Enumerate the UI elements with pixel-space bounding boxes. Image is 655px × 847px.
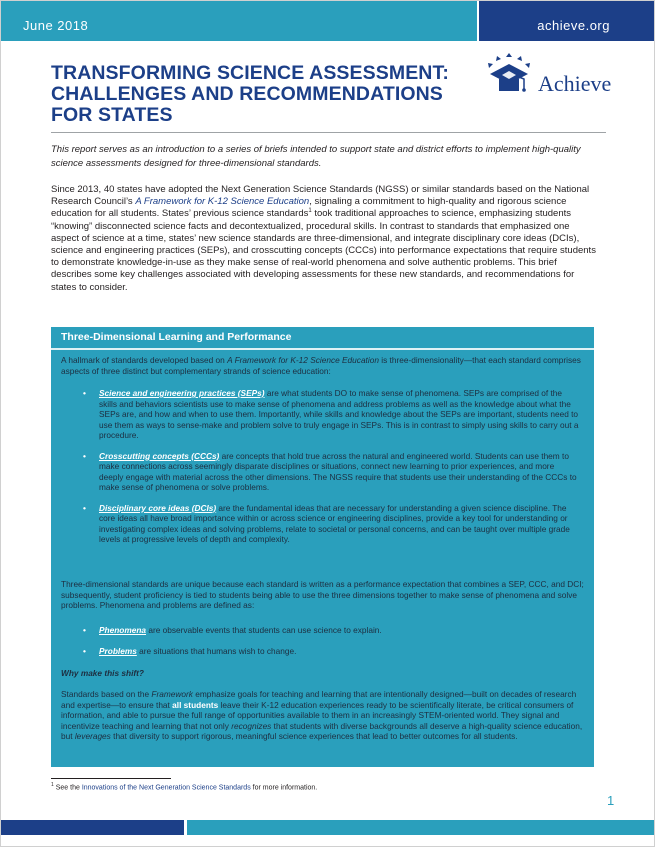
term-ccc: Crosscutting concepts (CCCs) bbox=[99, 450, 220, 461]
bullet-icon: • bbox=[83, 645, 86, 656]
box-p3-text-a: Standards based on the bbox=[61, 689, 152, 699]
box-heading-divider bbox=[51, 348, 594, 350]
box-p3-leverages: leverages bbox=[74, 731, 111, 741]
phenomena-list bbox=[81, 625, 579, 656]
intro-summary: This report serves as an introduction to a series of briefs intended to support state and district efforts to implement high-quality science assessments designed for three-dimensional standards. bbox=[51, 144, 581, 169]
term-sep: Science and engineering practices (SEPs) bbox=[99, 388, 265, 398]
box-p3-text-e: that diversity to support rigorous, meaningful science experiences that lead to better outcomes for all students. bbox=[110, 731, 518, 741]
list-item-sep bbox=[83, 388, 579, 441]
bullet-icon: • bbox=[83, 450, 86, 461]
page-number: 1 bbox=[607, 793, 615, 808]
header-date: June 2018 bbox=[23, 18, 89, 33]
bullet-icon: • bbox=[83, 625, 86, 635]
box-p3-recognizes: recognizes bbox=[231, 720, 272, 731]
box-p3-text-c: leave their K-12 education experiences ready to be scientifically literate, be critical consumers of information, and able to pursue the full range of opportunities available to them in an increasingly STEM-oriented world. They signal and incentivize teaching and learning that not only bbox=[61, 699, 574, 731]
footnote-divider bbox=[51, 778, 171, 779]
dci-definition: are the fundamental ideas that are necessary for understanding a given science discipline. The core ideas all have broad importance within or across science or engineering disciplines, provide a key tool for understanding or investigating complex ideas and solving problems, relate to societal or personal concerns, and can be taught over multiple grade levels at progressive levels of depth and complexity. bbox=[99, 502, 570, 544]
footer-bar-teal bbox=[187, 820, 654, 835]
footer-bar-navy bbox=[1, 820, 184, 835]
footnote-ref[interactable]: 1 bbox=[308, 208, 312, 215]
box-heading: Three-Dimensional Learning and Performance bbox=[61, 331, 292, 343]
sep-definition: are what students DO to make sense of phenomena. SEPs are comprised of the skills and behaviors scientists use to make sense of phenomena and address problems as well as the knowledge about what the SEPs are, and how and when to use them. Importantly, while skills and knowledge about the SEPs are important, students need to use them as ways to sense-make and problem solve to truly engage in SEPs. This is in contrast to simply using skills to carry out a procedure. bbox=[99, 388, 579, 440]
box-paragraph-2: Three-dimensional standards are unique because each standard is written as a performance expectation that combines a SEP, CCC, and DCI; subsequently, student proficiency is tied to students being able to use the three dimensions together to make sense of phenomena and solve problems. Phenomena and problems are defined as: bbox=[61, 579, 584, 610]
footnote-text-a: See the bbox=[53, 784, 82, 792]
phenomena-definition: are observable events that students can use science to explain. bbox=[146, 625, 382, 635]
footnote-link[interactable]: Innovations of the Next Generation Science Standards bbox=[81, 784, 251, 792]
box-framework-title: A Framework for K-12 Science Education bbox=[227, 355, 379, 365]
achieve-logo-wordmark: Achieve bbox=[538, 71, 612, 96]
bullet-icon: • bbox=[83, 388, 86, 398]
header-site-link[interactable]: achieve.org bbox=[537, 18, 610, 33]
para1-text-b: , signaling a commitment to high-quality and rigorous science education for all students. States’ previous science standards bbox=[51, 196, 567, 220]
list-item-phenomena bbox=[83, 625, 579, 636]
para1-text-c: took traditional approaches to science, emphasizing students “knowing” disconnected science facts and decontextualized, procedural skills. In contrast to standards that emphasized one aspect of science at a time, states’ new science standards are three-dimensional, and integrate disciplinary core ideas (DCIs), science and engineering practices (SEPs), and crosscutting concepts (CCCs) into performance expectations that require students to demonstrate knowledge-in-use as they make sense of real-world phenomena and solve authentic problems. This brief describes some key challenges associated with developing assessments for these new standards, and recommendations for states to consider. bbox=[51, 208, 596, 293]
problems-definition: are situations that humans wish to change. bbox=[136, 645, 297, 656]
box-p3-text-b: emphasize goals for teaching and learning that are intentionally designed—built on decades of research and expertise—to ensure that bbox=[61, 689, 577, 710]
term-problems: Problems bbox=[99, 645, 137, 656]
box-paragraph-1 bbox=[61, 355, 586, 376]
footnote-marker: 1 bbox=[51, 782, 54, 788]
para1-text-a: Since 2013, 40 states have adopted the Next Generation Science Standards (NGSS) or similar standards based on the National Research Council’s bbox=[51, 184, 590, 208]
body-paragraph-1 bbox=[51, 184, 599, 294]
document-title: TRANSFORMING SCIENCE ASSESSMENT: CHALLENGES AND RECOMMENDATIONS FOR STATES bbox=[51, 62, 449, 126]
term-phenomena: Phenomena bbox=[99, 625, 147, 635]
bullet-icon: • bbox=[83, 502, 86, 513]
title-divider bbox=[51, 132, 606, 133]
box-p1-text-b: is three-dimensionality—that each standard comprises aspects of three distinct but complementary strands of science education: bbox=[61, 355, 581, 376]
box-p3-framework: Framework bbox=[151, 689, 193, 699]
term-dci: Disciplinary core ideas (DCIs) bbox=[99, 502, 217, 513]
box-p3-text-d: that students with diverse backgrounds all deserve a high-quality science education, but bbox=[61, 720, 583, 741]
why-heading: Why make this shift? bbox=[61, 668, 144, 678]
box-p3-all-students: all students bbox=[172, 699, 219, 710]
dimension-list bbox=[81, 388, 579, 545]
box-p1-text-a: A hallmark of standards developed based on bbox=[61, 355, 228, 365]
footnote-text-b: for more information. bbox=[250, 784, 318, 792]
ccc-definition: are concepts that hold true across the natural and engineered world. Students can use them to make connections across seemingly disparate disciplines or situations, connect new learning to prior experiences, and more deeply engage with material across the other dimensions. The NGSS require that students use their understanding of the CCCs to make sense of phenomena or solve problems. bbox=[99, 450, 577, 492]
header-bar bbox=[1, 1, 654, 41]
footnote bbox=[51, 782, 317, 791]
box-paragraph-3 bbox=[61, 689, 586, 742]
framework-title: A Framework for K-12 Science Education bbox=[135, 196, 310, 208]
list-item-dci bbox=[83, 502, 579, 545]
list-item-problems bbox=[83, 645, 579, 657]
sidebar-box-3d-learning bbox=[51, 327, 594, 767]
list-item-ccc bbox=[83, 450, 579, 493]
